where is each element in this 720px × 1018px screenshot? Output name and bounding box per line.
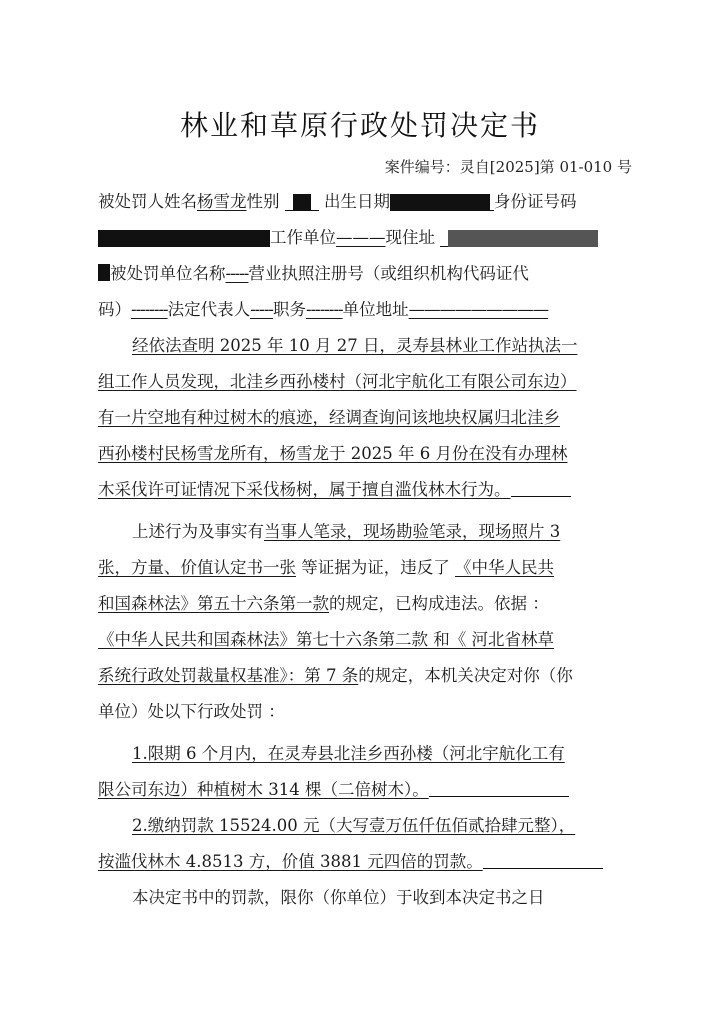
evidence-text: 单位）处以下行政处罚 ： [98, 702, 285, 721]
unit-address-value: ————————— [408, 300, 549, 319]
facts-text: 经依法查明 2025 年 10 月 27 日，灵寿县林业工作站执法一 [132, 336, 578, 355]
penalty-text: 按滥伐林木 4.8513 方，价值 3881 元四倍的罚款。 [98, 852, 483, 871]
redaction-bar [98, 230, 270, 247]
facts-text: 西孙楼村民杨雪龙所有，杨雪龙于 2025 年 6 月份在没有办理林 [98, 444, 568, 463]
position-value: -------- [306, 300, 343, 319]
evidence-text-underlined: 《中华人民共 [455, 558, 554, 577]
penalty-1-line-1 [98, 742, 668, 768]
penalty-2-line-2 [98, 850, 634, 876]
address-field [440, 228, 598, 247]
evidence-line-3 [98, 592, 634, 618]
evidence-text: 等证据为证，违反了 [296, 558, 455, 577]
evidence-line-5 [98, 664, 634, 690]
evidence-line-2 [98, 556, 634, 582]
party-line-3 [98, 262, 634, 288]
facts-line-2 [98, 370, 634, 396]
evidence-text-underlined: 当事人笔录，现场勘验笔录，现场照片 3 [264, 522, 561, 541]
redaction-bar [293, 194, 311, 211]
closing-line [98, 886, 668, 912]
evidence-line-6 [98, 700, 634, 726]
party-line-4 [98, 298, 634, 324]
facts-line-3 [98, 406, 634, 432]
name-label: 被处罚人姓名 [98, 192, 197, 211]
party-line-1 [98, 190, 634, 216]
case-number: 案件编号：灵自[2025]第 01-010 号 [384, 158, 632, 176]
work-value: ——— [336, 228, 386, 247]
id-label: 身份证号码 [494, 192, 577, 211]
document-title: 林业和草原行政处罚决定书 [179, 109, 540, 142]
facts-text: 有一片空地有种过树木的痕迹，经调查询问该地块权属归北洼乡 [98, 408, 560, 427]
evidence-text-underlined: ：第 7 条 [287, 666, 359, 685]
birth-field [390, 192, 494, 211]
evidence-text-underlined: 张，方量、价值认定书一张 [98, 558, 296, 577]
gender-label: 性别 [246, 192, 280, 211]
penalty-text: 1.限期 6 个月内，在灵寿县北洼乡西孙楼（河北宇航化工有 [132, 744, 565, 763]
closing-text: 本决定书中的罚款，限你（你单位）于收到本决定书之日 [132, 888, 545, 907]
address-label: 现住址 [385, 228, 435, 247]
unit-name-label: 被处罚单位名称 [110, 264, 226, 283]
license-label: 营业执照注册号（或组织机构代码证代 [248, 264, 529, 283]
facts-text: 木采伐许可证情况下采伐杨树，属于擅自滥伐林木行为。 [98, 480, 511, 499]
facts-line-1 [98, 334, 668, 360]
unit-address-label: 单位地址 [342, 300, 409, 319]
evidence-text: 上述行为及事实有 [132, 522, 264, 541]
penalty-2-line-1 [98, 814, 668, 840]
underline-fill [483, 850, 603, 869]
license-label-2: 码） [98, 300, 131, 319]
id-field [98, 228, 270, 247]
legal-rep-label: 法定代表人 [167, 300, 251, 319]
position-label: 职务 [273, 300, 306, 319]
birth-label: 出生日期 [324, 192, 390, 211]
redaction-bar [448, 230, 598, 247]
evidence-text-underlined: 系统行政处罚裁量权基准》 [98, 666, 288, 685]
facts-text: 组工作人员发现，北洼乡西孙楼村（河北宇航化工有限公司东边） [98, 372, 577, 391]
evidence-text-underlined: 和国森林法》第五十六条第一款 [98, 594, 329, 613]
underline-fill [511, 478, 571, 497]
redaction-bar [390, 194, 490, 211]
party-name: 杨雪龙 [197, 192, 247, 211]
evidence-text: 的规定，已构成违法。依据 ： [329, 594, 549, 613]
penalty-1-line-2 [98, 778, 634, 804]
license-value: -------- [131, 300, 168, 319]
unit-name-value: ----- [225, 264, 249, 283]
evidence-line-4 [98, 628, 634, 654]
redaction-bar [98, 264, 110, 281]
evidence-text: 的规定，本机关决定对你（你 [358, 666, 573, 685]
underline-fill [429, 778, 569, 797]
penalty-text: 限公司东边）种植树木 314 棵（二倍树木）。 [98, 780, 429, 799]
penalty-text: 2.缴纳罚款 15524.00 元（大写壹万伍仟伍佰贰拾肆元整）， [132, 816, 576, 835]
legal-rep-value: ----- [250, 300, 273, 319]
gender-field [285, 192, 319, 211]
facts-line-4 [98, 442, 634, 468]
evidence-text-underlined: 《中华人民共和国森林法》第七十六条第二款 和《 河北省林草 [98, 630, 554, 649]
work-label: 工作单位 [270, 228, 336, 247]
party-line-2 [98, 226, 634, 252]
evidence-line-1 [98, 520, 668, 546]
facts-line-5 [98, 478, 634, 504]
